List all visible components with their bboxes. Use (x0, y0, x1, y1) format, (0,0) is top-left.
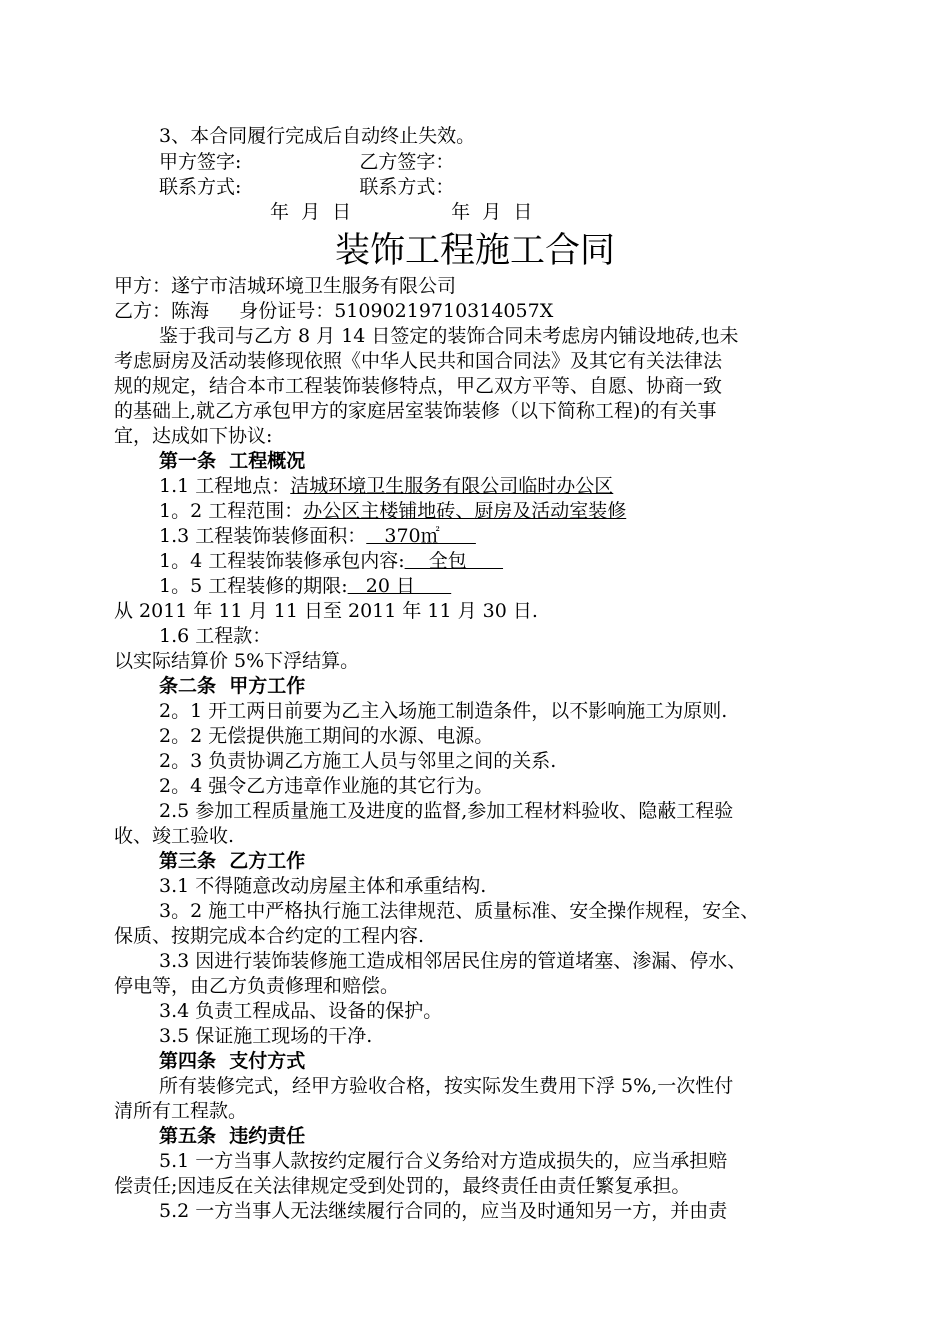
article-1-heading: 第一条 工程概况 (159, 450, 306, 472)
article-3-item-3: 3.3 因进行装饰装修施工造成相邻居民住房的管道堵塞、渗漏、停水、 (159, 950, 747, 972)
intro-line-5: 宜，达成如下协议: (114, 425, 273, 447)
article-1-item-2 (159, 499, 899, 523)
settlement-note: 以实际结算价 5%下浮结算。 (114, 650, 360, 672)
item-value: 办公区主楼铺地砖、厨房及活动室装修 (303, 500, 627, 522)
article-3-heading: 第三条 乙方工作 (159, 850, 306, 872)
article-5-item-1-cont: 偿责任;因违反在关法律规定受到处罚的，最终责任由责任繁复承担。 (114, 1175, 691, 1197)
article-3-item-1: 3.1 不得随意改动房屋主体和承重结构. (159, 875, 487, 897)
party-b-date: 年 月 日 (451, 201, 533, 223)
article-3-item-4: 3.4 负责工程成品、设备的保护。 (159, 1000, 443, 1022)
clause-3-termination: 3、本合同履行完成后自动终止失效。 (159, 125, 476, 147)
party-b-signature-label: 乙方签字： (359, 151, 455, 173)
item-label: 1.1 工程地点： (159, 475, 291, 497)
article-3-item-3-cont: 停电等，由乙方负责修理和赔偿。 (114, 975, 400, 997)
intro-line-4: 的基础上,就乙方承包甲方的家庭居室装饰装修（以下简称工程)的有关事 (114, 400, 717, 422)
construction-period: 从 2011 年 11 月 11 日至 2011 年 11 月 30 日. (114, 600, 538, 622)
article-2-heading: 条二条 甲方工作 (159, 675, 306, 697)
article-1-item-4 (159, 549, 899, 573)
item-value: 洁城环境卫生服务有限公司临时办公区 (290, 475, 614, 497)
article-2-item-5-cont: 收、竣工验收. (114, 825, 235, 847)
article-1-item-1 (159, 474, 899, 498)
party-a-line: 甲方：遂宁市洁城环境卫生服务有限公司 (114, 275, 457, 297)
article-2-item-3: 2。3 负责协调乙方施工人员与邻里之间的关系. (159, 750, 557, 772)
item-label: 1.3 工程装饰装修面积： (159, 525, 367, 547)
party-a-contact-label: 联系方式: (159, 176, 242, 198)
party-a-signature-label: 甲方签字: (159, 151, 242, 173)
article-5-item-2: 5.2 一方当事人无法继续履行合同的，应当及时通知另一方，并由责 (159, 1200, 728, 1222)
article-5-item-1: 5.1 一方当事人款按约定履行合义务给对方造成损失的，应当承担赔 (159, 1150, 728, 1172)
article-1-item-5 (159, 574, 899, 598)
item-value: 全包 (404, 550, 504, 572)
party-b-line: 乙方：陈海 身份证号：51090219710314057X (114, 300, 554, 322)
item-value: 370㎡ (366, 525, 476, 547)
intro-line-1: 鉴于我司与乙方 8 月 14 日签定的装饰合同未考虑房内铺设地砖,也未 (159, 325, 739, 347)
article-2-item-4: 2。4 强令乙方违章作业施的其它行为。 (159, 775, 494, 797)
article-4-heading: 第四条 支付方式 (159, 1050, 306, 1072)
intro-line-3: 规的规定，结合本市工程装饰装修特点，甲乙双方平等、自愿、协商一致 (114, 375, 723, 397)
article-2-item-1: 2。1 开工两日前要为乙主入场施工制造条件，以不影响施工为原则. (159, 700, 728, 722)
party-b-contact-label: 联系方式： (359, 176, 455, 198)
item-label: 1。2 工程范围： (159, 500, 304, 522)
article-1-item-6: 1.6 工程款： (159, 625, 272, 647)
signature-line (159, 150, 899, 174)
article-4-para: 所有装修完式，经甲方验收合格，按实际发生费用下浮 5%,一次性付 (159, 1075, 734, 1097)
item-label: 1。5 工程装修的期限: (159, 575, 348, 597)
article-3-item-2: 3。2 施工中严格执行施工法律规范、质量标准、安全操作规程，安全、 (159, 900, 760, 922)
contact-line (159, 175, 899, 199)
article-1-item-3 (159, 524, 899, 548)
item-label: 1。4 工程装饰装修承包内容: (159, 550, 405, 572)
item-value: 20 日 (347, 575, 452, 597)
article-2-item-5: 2.5 参加工程质量施工及进度的监督,参加工程材料验收、隐蔽工程验 (159, 800, 734, 822)
article-3-item-2-cont: 保质、按期完成本合约定的工程内容. (114, 925, 425, 947)
intro-line-2: 考虑厨房及活动装修现依照《中华人民共和国合同法》及其它有关法律法 (114, 350, 723, 372)
document-title: 装饰工程施工合同 (334, 231, 615, 271)
article-2-item-2: 2。2 无偿提供施工期间的水源、电源。 (159, 725, 494, 747)
article-3-item-5: 3.5 保证施工现场的干净. (159, 1025, 373, 1047)
date-line (270, 200, 950, 224)
party-a-date: 年 月 日 (270, 201, 352, 223)
article-5-heading: 第五条 违约责任 (159, 1125, 306, 1147)
article-4-para-cont: 清所有工程款。 (114, 1100, 248, 1122)
